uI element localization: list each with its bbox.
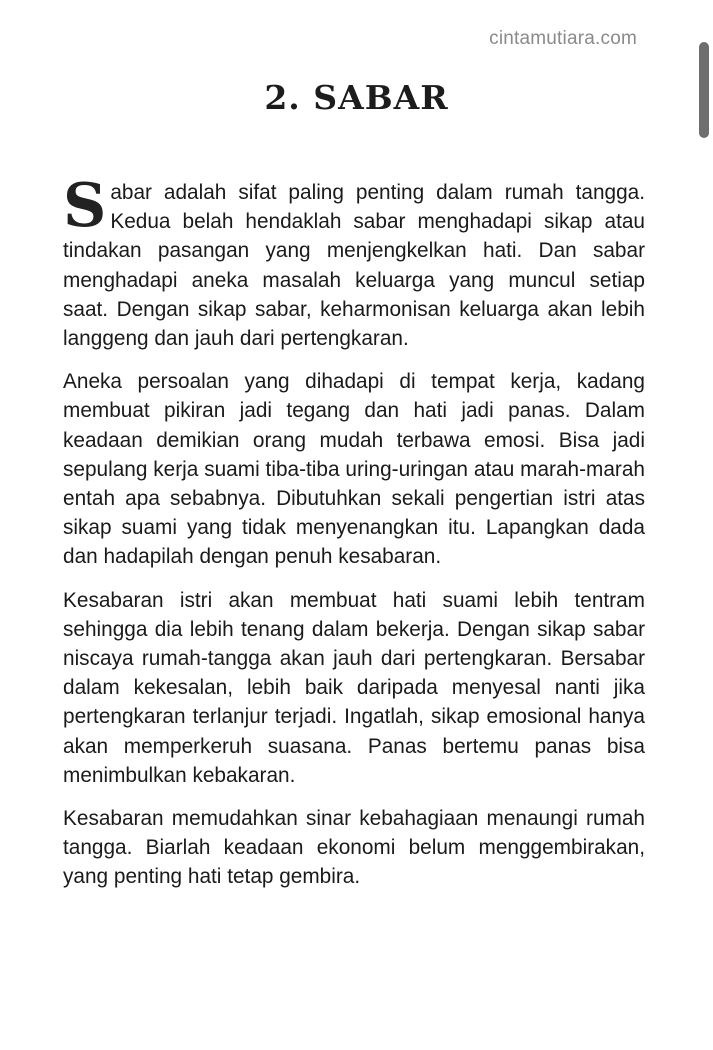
paragraph-1 <box>63 171 645 353</box>
page-title: 2. SABAR <box>264 78 449 117</box>
paragraph-1-text: abar adalah sifat paling penting dalam rumah tangga. Kedua belah hendaklah sabar menghadapi sikap atau tindakan pasangan yang menjengkelkan hati. Dan sabar menghadapi aneka masalah keluarga yang muncul setiap saat. Dengan sikap sabar, keharmonisan keluarga akan lebih langgeng dan jauh dari pertengkaran. <box>63 181 645 351</box>
paragraph-4: Kesabaran memudahkan sinar kebahagiaan menaungi rumah tangga. Biarlah keadaan ekonomi belum menggembirakan, yang penting hati tetap gembira. <box>63 807 645 889</box>
drop-cap: S <box>63 171 107 241</box>
document-body <box>63 171 645 906</box>
paragraph-2: Aneka persoalan yang dihadapi di tempat kerja, kadang membuat pikiran jadi tegang dan hati jadi panas. Dalam keadaan demikian orang mudah terbawa emosi. Bisa jadi sepulang kerja suami tiba-tiba uring-uringan atau marah-marah entah apa sebabnya. Dibutuhkan sekali pengertian istri atas sikap suami yang tidak menyenangkan itu. Lapangkan dada dan hadapilah dengan penuh kesabaran. <box>63 370 645 569</box>
watermark: cintamutiara.com <box>489 28 637 49</box>
paragraph-3: Kesabaran istri akan membuat hati suami lebih tentram sehingga dia lebih tenang dalam bekerja. Dengan sikap sabar niscaya rumah-tangga akan jauh dari pertengkaran. Bersabar dalam kekesalan, lebih baik daripada menyesal nanti jika pertengkaran terlanjur terjadi. Ingatlah, sikap emosional hanya akan memperkeruh suasana. Panas bertemu panas bisa menimbulkan kebakaran. <box>63 588 645 787</box>
